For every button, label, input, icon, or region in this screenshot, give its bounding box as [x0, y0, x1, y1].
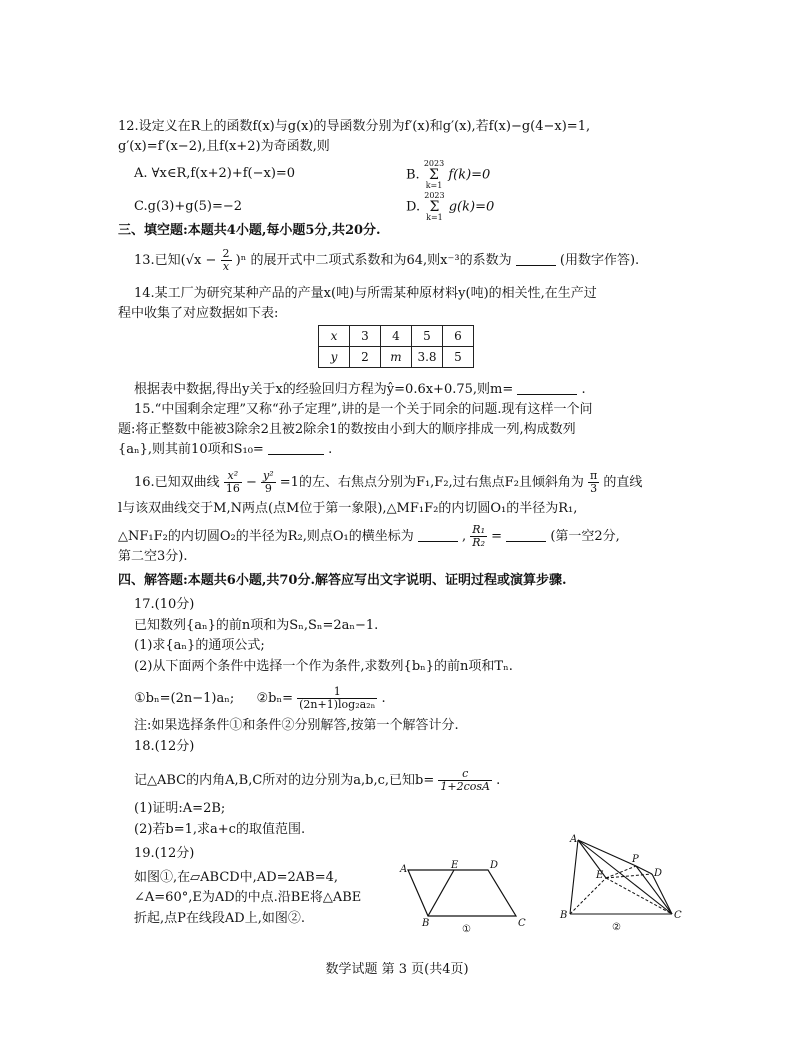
- q16-answer-blank-1[interactable]: [418, 529, 458, 542]
- figure-2-folded-solid: [556, 834, 688, 936]
- q14-line3: [134, 381, 586, 399]
- parallelogram-outline: [408, 870, 516, 916]
- frac-numerator: 2: [222, 247, 230, 260]
- q16-fraction-ratio: [470, 524, 487, 549]
- table-cell: 4: [381, 326, 412, 347]
- q14-answer-blank[interactable]: [517, 382, 577, 395]
- q18-line1-pre: 记△ABC的内角A,B,C所对的边分别为a,b,c,已知b=: [134, 773, 435, 788]
- q16-fraction-y: [261, 470, 276, 495]
- table-row: [319, 347, 474, 368]
- q19-head: 19.(12分): [134, 846, 195, 861]
- q16-post2: 的直线: [603, 475, 643, 490]
- edge-ap: [578, 840, 636, 866]
- q18-fraction: [438, 768, 492, 793]
- vertex-label-p: P: [632, 854, 639, 865]
- vertex-label-d: D: [490, 860, 499, 871]
- q14-line2: 程中收集了对应数据如下表:: [118, 306, 279, 321]
- table-cell: 5: [412, 326, 443, 347]
- edge-dc: [652, 874, 672, 914]
- q16-line3-tail: (第一空2分,: [550, 529, 620, 544]
- q17-line1: 已知数列{aₙ}的前n项和为Sₙ,Sₙ=2aₙ−1.: [134, 618, 379, 633]
- q14-line3-end: .: [581, 382, 586, 397]
- q16-line3: [118, 524, 620, 549]
- q15-line3: [118, 441, 332, 459]
- vertex-label-e: E: [451, 860, 459, 871]
- table-cell: 3.8: [412, 347, 443, 368]
- sum-top: 2023: [423, 159, 445, 168]
- q12-line1: 12.设定义在R上的函数f(x)与g(x)的导函数分别为f′(x)和g′(x),若f(x)−g(4−x)=1,: [118, 119, 591, 134]
- edge-ec-hidden: [606, 878, 672, 914]
- q13-answer-blank[interactable]: [516, 253, 556, 266]
- table-cell: 3: [350, 326, 381, 347]
- frac-denominator: x: [222, 260, 230, 273]
- q18-head: 18.(12分): [134, 739, 195, 754]
- q18-line1: [134, 768, 500, 793]
- frac-denominator: (2n+1)log₂a₂ₙ: [299, 698, 376, 711]
- q16-line3-pre: △NF₁F₂的内切圆O₂的半径为R₂,则点O₁的横坐标为: [118, 529, 414, 544]
- q15-line1: 15.“中国剩余定理”又称“孙子定理”,讲的是一个关于同余的问题.现有这样一个问: [134, 402, 593, 417]
- table-cell: 2: [350, 347, 381, 368]
- vertex-label-a: A: [570, 834, 578, 845]
- q18-line3: (2)若b=1,求a+c的取值范围.: [134, 822, 306, 837]
- q16-post: =1的左、右焦点分别为F₁,F₂,过右焦点F₂且倾斜角为: [279, 475, 584, 490]
- q17-conditions: [134, 686, 386, 711]
- q12-option-c: C.g(3)+g(5)=−2: [134, 199, 243, 214]
- frac-numerator: π: [590, 469, 598, 482]
- sum-symbol-d: 2023 Σ k=1: [424, 191, 445, 222]
- edge-be-hidden: [570, 878, 606, 914]
- q17-head: 17.(10分): [134, 597, 195, 612]
- vertex-label-a: A: [400, 864, 408, 875]
- q13-pre: 13.已知(√x −: [134, 253, 217, 268]
- q16-answer-blank-2[interactable]: [506, 529, 546, 542]
- table-cell: x: [319, 326, 350, 347]
- q16-line1: [134, 470, 642, 495]
- q12-option-d-body: g(k)=0: [448, 199, 495, 215]
- frac-denominator: R₂: [472, 536, 485, 549]
- q16-pre: 16.已知双曲线: [134, 475, 220, 490]
- frac-denominator: 9: [264, 482, 272, 495]
- q13-tail: (用数字作答).: [559, 253, 640, 268]
- sum-bottom: k=1: [426, 213, 443, 222]
- vertex-label-c: C: [674, 910, 682, 921]
- q14-line1: 14.某工厂为研究某种产品的产量x(吨)与所需某种原材料y(吨)的相关性,在生产过: [134, 286, 597, 301]
- frac-numerator: R₁: [472, 523, 485, 536]
- table-cell: y: [319, 347, 350, 368]
- q18-line2: (1)证明:A=2B;: [134, 801, 226, 816]
- q12-option-b: [406, 160, 490, 190]
- figure-2-label: ②: [612, 922, 621, 933]
- q12-option-b-prefix: B.: [406, 167, 420, 183]
- q17-condition-2-end: .: [381, 691, 386, 706]
- vertex-label-e: E: [596, 870, 604, 881]
- q16-minus: −: [245, 475, 257, 490]
- vertex-label-d: D: [654, 868, 663, 879]
- q15-line2: 题:将正整数中能被3除余2且被2除余1的数按由小到大的顺序排成一列,构成数列: [118, 422, 576, 437]
- q15-answer-blank[interactable]: [268, 442, 324, 455]
- q14-line3-text: 根据表中数据,得出y关于x的经验回归方程为ŷ=0.6x+0.75,则m=: [134, 382, 514, 397]
- frac-numerator: y²: [263, 469, 274, 482]
- section4-heading: 四、解答题:本题共6小题,共70分.解答应写出文字说明、证明过程或演算步骤.: [118, 573, 567, 588]
- table-row: [319, 326, 474, 347]
- q13-fraction: [221, 248, 232, 273]
- sum-top: 2023: [424, 191, 445, 200]
- q14-data-table: [318, 325, 474, 368]
- q16-line2: l与该双曲线交于M,N两点(点M位于第一象限),△MF₁F₂的内切圆O₁的半径为R₁,: [118, 501, 578, 516]
- figure-1-label: ①: [462, 924, 471, 935]
- q16-eq: =: [491, 529, 503, 544]
- q17-condition-2-fraction: [297, 686, 377, 711]
- figure-1-parallelogram: [398, 858, 534, 936]
- q17-line2: (1)求{aₙ}的通项公式;: [134, 638, 265, 653]
- vertex-label-c: C: [518, 918, 526, 929]
- q16-fraction-angle: [588, 470, 599, 495]
- q19-line3: 折起,点P在线段AD上,如图②.: [134, 911, 305, 926]
- frac-numerator: x²: [224, 470, 242, 483]
- q15-line3-text: {aₙ},则其前10项和S₁₀=: [118, 442, 264, 457]
- sum-symbol-b: 2023 Σ k=1: [423, 159, 445, 190]
- edge-ab: [570, 840, 578, 914]
- table-cell: 6: [443, 326, 474, 347]
- frac-numerator: c: [438, 768, 492, 781]
- q19-line2: ∠A=60°,E为AD的中点.沿BE将△ABE: [134, 890, 362, 905]
- q12-line2: g′(x)=f′(x−2),且f(x+2)为奇函数,则: [118, 139, 330, 154]
- q13-line: [134, 248, 639, 273]
- q17-condition-1: ①bₙ=(2n−1)aₙ;: [134, 691, 235, 706]
- q12-option-d: [406, 192, 494, 222]
- frac-denominator: 3: [590, 482, 598, 495]
- section3-heading: 三、填空题:本题共4小题,每小题5分,共20分.: [118, 223, 381, 238]
- frac-denominator: 1+2cosA: [440, 780, 490, 793]
- segment-be: [428, 870, 454, 916]
- frac-denominator: 16: [225, 482, 240, 495]
- q18-line1-end: .: [496, 773, 501, 788]
- sum-bottom: k=1: [425, 181, 443, 190]
- q17-line3: (2)从下面两个条件中选择一个作为条件,求数列{bₙ}的前n项和Tₙ.: [134, 659, 513, 674]
- table-cell: 5: [443, 347, 474, 368]
- q16-fraction-x: [224, 470, 242, 495]
- q17-condition-2-pre: ②bₙ=: [256, 691, 293, 706]
- q12-option-a: A. ∀x∈R,f(x+2)+f(−x)=0: [134, 166, 296, 181]
- q16-sep: ,: [462, 529, 467, 544]
- vertex-label-b: B: [560, 910, 568, 921]
- q12-option-b-body: f(k)=0: [448, 167, 491, 183]
- q15-line3-end: .: [328, 442, 333, 457]
- q17-note: 注:如果选择条件①和条件②分别解答,按第一个解答计分.: [134, 718, 459, 733]
- q13-post: )ⁿ 的展开式中二项式系数和为64,则x⁻³的系数为: [235, 253, 512, 268]
- q19-line1: 如图①,在▱ABCD中,AD=2AB=4,: [134, 870, 339, 885]
- table-cell: m: [381, 347, 412, 368]
- q16-line4: 第二空3分).: [118, 549, 188, 564]
- page-footer: 数学试题 第 3 页(共4页): [325, 962, 469, 977]
- q12-option-d-prefix: D.: [406, 199, 421, 215]
- frac-numerator: 1: [297, 686, 377, 699]
- vertex-label-b: B: [422, 918, 430, 929]
